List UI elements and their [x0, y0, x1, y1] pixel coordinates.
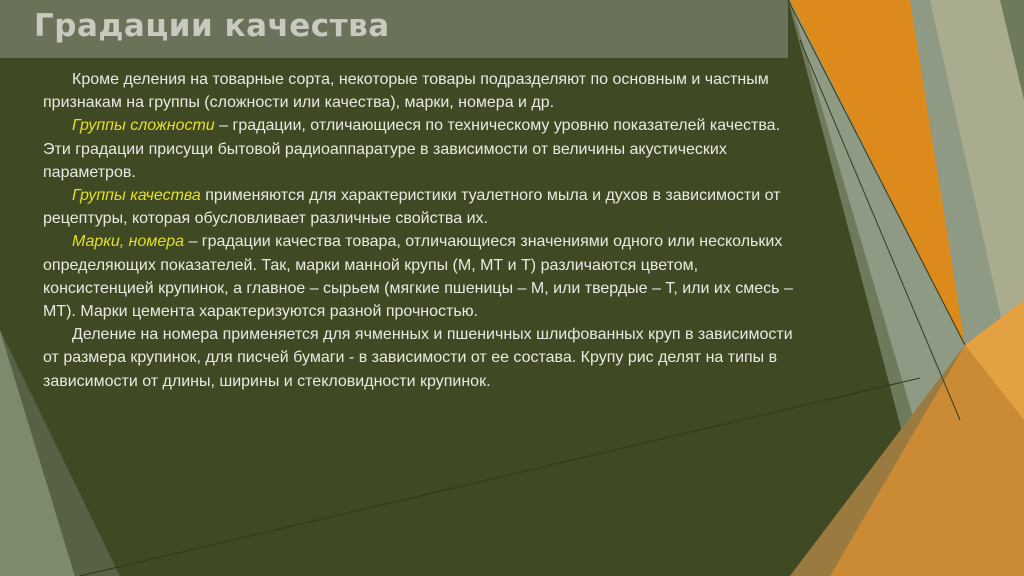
slide-body: [43, 68, 793, 393]
paragraph-complexity-groups: [43, 114, 793, 184]
paragraph-brands-numbers-text: – градации качества товара, отличающиеся значениями одного или нескольких определяющих показателей. Так, марки манной крупы (М, МТ и Т) различаются цветом, консистенцией крупинок, а главное – сырьем (мягкие пшеницы – М, или твердые – Т, или их смесь – МТ). Марки цемента характеризуются разной прочностью.: [43, 233, 793, 321]
paragraph-brands-numbers: [43, 230, 793, 323]
paragraph-intro: [43, 68, 793, 114]
paragraph-numbering-text: Деление на номера применяется для ячменных и пшеничных шлифованных круп в зависимости от размера крупинок, для писчей бумаги - в зависимости от ее состава. Крупу рис делят на типы в зависимости от длины, ширины и стекловидности крупинок.: [43, 326, 793, 390]
term-quality-groups: Группы качества: [72, 187, 201, 205]
paragraph-numbering: [43, 323, 793, 393]
term-complexity-groups: Группы сложности: [72, 117, 215, 135]
paragraph-intro-text: Кроме деления на товарные сорта, некоторые товары подразделяют по основным и частным признакам на группы (сложности или качества), марки, номера и др.: [43, 71, 769, 112]
paragraph-quality-groups-text: применяются для характеристики туалетного мыла и духов в зависимости от рецептуры, которая обусловливает различные свойства их.: [43, 187, 781, 228]
slide-title: Градации качества: [34, 8, 390, 44]
title-bar: [0, 0, 788, 58]
term-brands-numbers: Марки, номера: [72, 233, 185, 251]
paragraph-complexity-groups-text: – градации, отличающиеся по техническому уровню показателей качества. Эти градации присущи бытовой радиоаппаратуре в зависимости от величины акустических параметров.: [43, 117, 781, 181]
paragraph-quality-groups: [43, 184, 793, 230]
